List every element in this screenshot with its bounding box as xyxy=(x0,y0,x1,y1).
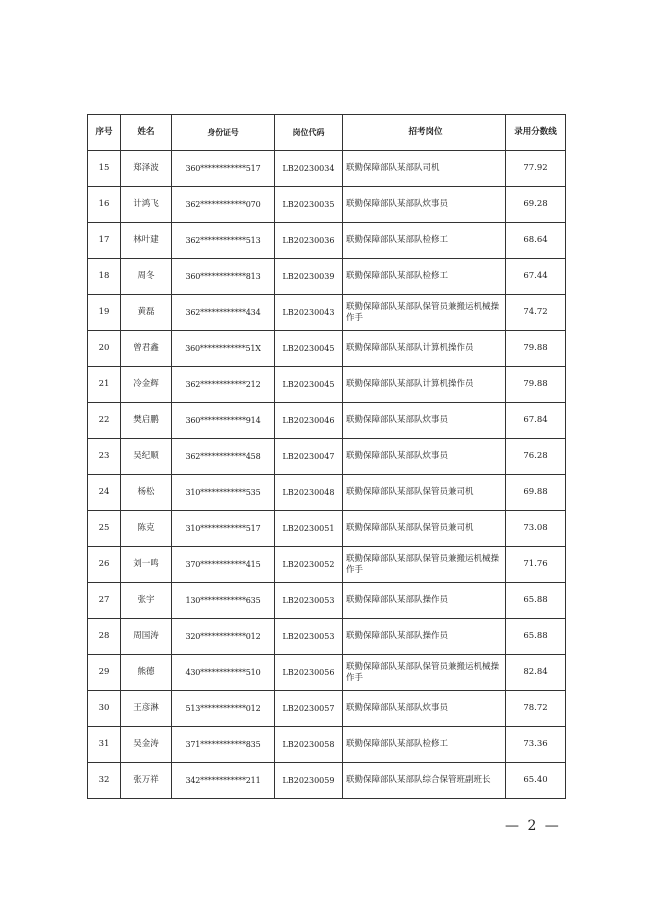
cell-code: LB20230043 xyxy=(275,295,343,331)
cell-score: 73.36 xyxy=(506,727,566,763)
cell-id: 513************012 xyxy=(172,691,275,727)
cell-name: 吴金涛 xyxy=(121,727,172,763)
table-row xyxy=(88,331,566,367)
cell-no: 30 xyxy=(88,691,121,727)
table-header-row xyxy=(88,115,566,151)
cell-id: 430************510 xyxy=(172,655,275,691)
cell-id: 370************415 xyxy=(172,547,275,583)
cell-id: 310************517 xyxy=(172,511,275,547)
cell-id: 362************212 xyxy=(172,367,275,403)
cell-score: 77.92 xyxy=(506,151,566,187)
cell-post: 联勤保障部队某部队检修工 xyxy=(343,727,506,763)
header-score: 录用分数线 xyxy=(506,115,566,151)
cell-name: 张万祥 xyxy=(121,763,172,799)
table-row xyxy=(88,223,566,259)
cell-name: 熊德 xyxy=(121,655,172,691)
cell-name: 曾君鑫 xyxy=(121,331,172,367)
cell-code: LB20230045 xyxy=(275,367,343,403)
table-row xyxy=(88,655,566,691)
cell-name: 杨松 xyxy=(121,475,172,511)
table-row xyxy=(88,259,566,295)
cell-post: 联勤保障部队某部队计算机操作员 xyxy=(343,367,506,403)
table-row xyxy=(88,691,566,727)
cell-no: 17 xyxy=(88,223,121,259)
table-row xyxy=(88,187,566,223)
cell-post: 联勤保障部队某部队保管员兼搬运机械操作手 xyxy=(343,655,506,691)
table-row xyxy=(88,439,566,475)
cell-post: 联勤保障部队某部队保管员兼搬运机械操作手 xyxy=(343,295,506,331)
cell-code: LB20230034 xyxy=(275,151,343,187)
cell-no: 26 xyxy=(88,547,121,583)
cell-post: 联勤保障部队某部队计算机操作员 xyxy=(343,331,506,367)
table-row xyxy=(88,151,566,187)
cell-score: 69.28 xyxy=(506,187,566,223)
cell-post: 联勤保障部队某部队操作员 xyxy=(343,583,506,619)
cell-code: LB20230051 xyxy=(275,511,343,547)
cell-score: 82.84 xyxy=(506,655,566,691)
cell-no: 25 xyxy=(88,511,121,547)
page-number: — 2 — xyxy=(505,818,561,834)
cell-no: 28 xyxy=(88,619,121,655)
cell-no: 24 xyxy=(88,475,121,511)
cell-post: 联勤保障部队某部队保管员兼司机 xyxy=(343,511,506,547)
cell-name: 计鸿飞 xyxy=(121,187,172,223)
table-row xyxy=(88,295,566,331)
cell-score: 76.28 xyxy=(506,439,566,475)
cell-score: 69.88 xyxy=(506,475,566,511)
cell-code: LB20230045 xyxy=(275,331,343,367)
cell-score: 68.64 xyxy=(506,223,566,259)
cell-name: 周国涛 xyxy=(121,619,172,655)
table-row xyxy=(88,763,566,799)
table-row xyxy=(88,727,566,763)
cell-post: 联勤保障部队某部队保管员兼司机 xyxy=(343,475,506,511)
cell-score: 74.72 xyxy=(506,295,566,331)
cell-code: LB20230059 xyxy=(275,763,343,799)
cell-no: 23 xyxy=(88,439,121,475)
cell-code: LB20230048 xyxy=(275,475,343,511)
cell-code: LB20230053 xyxy=(275,619,343,655)
cell-no: 15 xyxy=(88,151,121,187)
cell-id: 362************070 xyxy=(172,187,275,223)
cell-post: 联勤保障部队某部队炊事员 xyxy=(343,403,506,439)
cell-code: LB20230035 xyxy=(275,187,343,223)
cell-no: 31 xyxy=(88,727,121,763)
cell-score: 78.72 xyxy=(506,691,566,727)
header-id: 身份证号 xyxy=(172,115,275,151)
cell-name: 黄磊 xyxy=(121,295,172,331)
table-row xyxy=(88,583,566,619)
cell-id: 360************914 xyxy=(172,403,275,439)
table-row xyxy=(88,403,566,439)
cell-id: 360************813 xyxy=(172,259,275,295)
cell-name: 刘一鸣 xyxy=(121,547,172,583)
table-row xyxy=(88,619,566,655)
cell-no: 16 xyxy=(88,187,121,223)
header-code: 岗位代码 xyxy=(275,115,343,151)
cell-id: 362************434 xyxy=(172,295,275,331)
cell-code: LB20230057 xyxy=(275,691,343,727)
cell-name: 张宇 xyxy=(121,583,172,619)
cell-post: 联勤保障部队某部队检修工 xyxy=(343,259,506,295)
cell-score: 67.84 xyxy=(506,403,566,439)
cell-id: 371************835 xyxy=(172,727,275,763)
cell-code: LB20230053 xyxy=(275,583,343,619)
cell-post: 联勤保障部队某部队炊事员 xyxy=(343,439,506,475)
cell-post: 联勤保障部队某部队炊事员 xyxy=(343,691,506,727)
cell-id: 360************517 xyxy=(172,151,275,187)
cell-name: 周冬 xyxy=(121,259,172,295)
cell-score: 73.08 xyxy=(506,511,566,547)
cell-score: 79.88 xyxy=(506,367,566,403)
cell-post: 联勤保障部队某部队操作员 xyxy=(343,619,506,655)
cell-code: LB20230036 xyxy=(275,223,343,259)
cell-post: 联勤保障部队某部队检修工 xyxy=(343,223,506,259)
header-name: 姓名 xyxy=(121,115,172,151)
cell-code: LB20230047 xyxy=(275,439,343,475)
cell-id: 362************513 xyxy=(172,223,275,259)
cell-no: 27 xyxy=(88,583,121,619)
cell-name: 冷金辉 xyxy=(121,367,172,403)
cell-id: 130************635 xyxy=(172,583,275,619)
cell-score: 65.88 xyxy=(506,583,566,619)
cell-post: 联勤保障部队某部队综合保管班副班长 xyxy=(343,763,506,799)
cell-name: 王彦淋 xyxy=(121,691,172,727)
cell-no: 21 xyxy=(88,367,121,403)
cell-code: LB20230039 xyxy=(275,259,343,295)
cell-post: 联勤保障部队某部队炊事员 xyxy=(343,187,506,223)
cell-name: 林叶建 xyxy=(121,223,172,259)
cell-no: 20 xyxy=(88,331,121,367)
cell-no: 19 xyxy=(88,295,121,331)
admission-table xyxy=(87,114,566,799)
table-row xyxy=(88,511,566,547)
table-row xyxy=(88,367,566,403)
cell-id: 360************51X xyxy=(172,331,275,367)
cell-score: 71.76 xyxy=(506,547,566,583)
cell-score: 79.88 xyxy=(506,331,566,367)
cell-no: 29 xyxy=(88,655,121,691)
cell-id: 362************458 xyxy=(172,439,275,475)
cell-score: 65.88 xyxy=(506,619,566,655)
cell-no: 22 xyxy=(88,403,121,439)
cell-name: 吴纪顺 xyxy=(121,439,172,475)
table-row xyxy=(88,547,566,583)
cell-id: 342************211 xyxy=(172,763,275,799)
cell-no: 32 xyxy=(88,763,121,799)
cell-code: LB20230056 xyxy=(275,655,343,691)
cell-id: 310************535 xyxy=(172,475,275,511)
cell-post: 联勤保障部队某部队司机 xyxy=(343,151,506,187)
cell-code: LB20230052 xyxy=(275,547,343,583)
cell-code: LB20230046 xyxy=(275,403,343,439)
cell-score: 65.40 xyxy=(506,763,566,799)
cell-name: 郑泽波 xyxy=(121,151,172,187)
table-row xyxy=(88,475,566,511)
header-no: 序号 xyxy=(88,115,121,151)
cell-id: 320************012 xyxy=(172,619,275,655)
cell-name: 陈克 xyxy=(121,511,172,547)
cell-score: 67.44 xyxy=(506,259,566,295)
header-post: 招考岗位 xyxy=(343,115,506,151)
cell-name: 樊启鹏 xyxy=(121,403,172,439)
cell-post: 联勤保障部队某部队保管员兼搬运机械操作手 xyxy=(343,547,506,583)
cell-no: 18 xyxy=(88,259,121,295)
cell-code: LB20230058 xyxy=(275,727,343,763)
